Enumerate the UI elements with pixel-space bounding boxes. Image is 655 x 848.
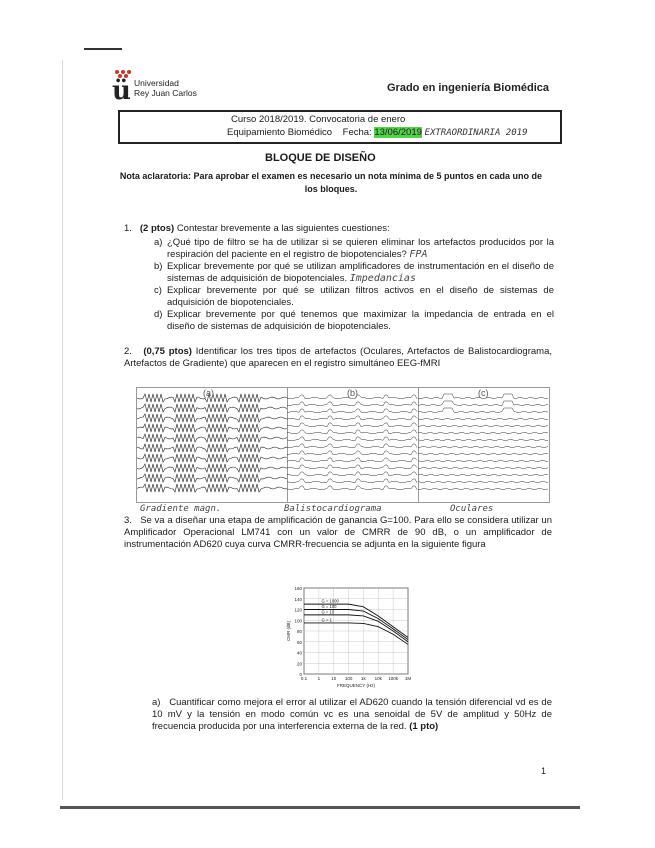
item-letter: b): [154, 261, 163, 272]
x-tick-label: 1k: [361, 676, 366, 681]
panel-a: [137, 388, 288, 502]
eeg-trace: [418, 418, 548, 419]
date-value: 13/06/2019: [374, 127, 422, 138]
x-tick-label: 1: [317, 676, 321, 681]
x-tick-label: 0.1: [300, 676, 308, 681]
handwritten-answer: FPA: [409, 249, 428, 260]
caption-b: Balistocardiograma: [284, 504, 382, 514]
eeg-trace: [137, 484, 287, 492]
eeg-trace: [287, 437, 417, 441]
q3-number: 3.: [124, 515, 132, 526]
block-title: BLOQUE DE DISEÑO: [265, 152, 376, 164]
university-line2: Rey Juan Carlos: [134, 88, 197, 98]
y-tick-label: 20: [296, 661, 302, 667]
x-tick-label: 1M: [404, 676, 412, 681]
q1-item-b: [154, 261, 554, 285]
eeg-trace: [137, 444, 287, 452]
scan-edge-left: [62, 60, 63, 800]
eeg-trace: [418, 488, 548, 489]
q1-item-c: [154, 285, 554, 309]
question-2: [124, 346, 552, 370]
panel-c-label: (c): [478, 388, 489, 398]
y-tick-label: 160: [294, 586, 302, 591]
question-3a: [152, 697, 552, 733]
item-letter: a): [154, 237, 163, 248]
page-number: 1: [541, 766, 547, 776]
panel-b-label: (b): [347, 388, 358, 398]
eeg-trace: [287, 409, 417, 413]
q3a-text: Cuantificar como mejora el error al utilizar el AD620 cuando la tensión diferencial vd es de 10 mV y la tensión en modo común vc es una senoidal de 5V de amplitud y 50Hz de frecuencia producida por una interferencia externa de la red.: [152, 697, 552, 732]
q1-text: Contestar brevemente a las siguientes cuestiones:: [176, 223, 390, 234]
handwritten-note: EXTRAORDINARIA 2019: [424, 128, 528, 138]
eeg-trace: [418, 460, 548, 461]
x-tick-label: 100: [344, 676, 353, 681]
eeg-trace: [287, 486, 417, 490]
x-tick-label: 10k: [374, 676, 382, 681]
y-tick-label: 120: [294, 607, 302, 613]
gradient-artifact-plot: [137, 388, 287, 502]
eeg-trace: [287, 465, 417, 469]
question-3: [124, 515, 552, 551]
question-1: [124, 223, 554, 333]
q1-item-a: [154, 237, 554, 261]
eeg-trace: [418, 425, 548, 426]
course-line: Curso 2018/2019. Convocatoria de enero: [231, 114, 406, 125]
eeg-trace: [287, 402, 417, 406]
q2-number: 2.: [124, 346, 132, 357]
panel-b: [287, 388, 419, 502]
eeg-trace: [287, 479, 417, 483]
y-tick-label: 60: [296, 639, 302, 645]
handwritten-answer: Impedancias: [349, 273, 416, 284]
date-label: Fecha:: [342, 127, 372, 138]
q1-points: (2 ptos): [139, 223, 175, 234]
eeg-trace: [418, 432, 548, 433]
scan-edge-bottom: [60, 806, 580, 809]
eeg-trace: [137, 474, 287, 482]
q2-points: (0,75 ptos): [143, 346, 192, 357]
degree-title: Grado en ingeniería Biomédica: [387, 82, 549, 94]
caption-a: Gradiente magn.: [140, 504, 222, 514]
eeg-trace: [287, 451, 417, 455]
item-text: Explicar brevemente por qué se utilizan amplificadores de instrumentación en el diseño de sistemas de adquisición de biopotenciales.: [167, 261, 554, 284]
balistocardiogram-plot: [287, 388, 418, 502]
eeg-trace: [137, 414, 287, 422]
eeg-trace: [287, 444, 417, 448]
y-tick-label: 140: [294, 596, 302, 602]
eeg-trace: [418, 408, 548, 413]
x-tick-label: 100k: [388, 676, 399, 681]
note-text: Nota aclaratoria: Para aprobar el examen es necesario un nota mínima de 5 puntos en cada uno de los bloques.: [119, 171, 543, 194]
q1-number: 1.: [124, 223, 132, 234]
item-letter: d): [154, 309, 163, 320]
eeg-trace: [418, 474, 548, 475]
eeg-trace: [137, 424, 287, 432]
x-tick-label: 10: [331, 676, 337, 681]
eeg-trace: [137, 434, 287, 442]
x-axis-label: FREQUENCY (Hz): [337, 683, 375, 688]
eeg-artifact-figure: [136, 387, 550, 503]
university-name: [134, 78, 224, 98]
panel-a-label: (a): [203, 388, 214, 398]
item-text: Explicar brevemente por qué se utilizan filtros activos en el diseño de sistemas de adquisición de biopotenciales.: [167, 285, 554, 308]
q3-text: Se va a diseñar una etapa de amplificación de ganancia G=100. Para ello se considera utilizar un Amplificador Operacional LM741 con un valor de CMRR de 90 dB, o un amplificador de instrumentación AD620 cuya curva CMRR-frecuencia se adjunta en la siguiente figura: [124, 515, 552, 550]
logo-u-icon: ü: [112, 76, 131, 106]
scan-edge-top: [84, 48, 122, 50]
exam-info-box: [118, 110, 562, 144]
eeg-trace: [418, 401, 548, 406]
eeg-trace: [418, 467, 548, 468]
eeg-trace: [418, 481, 548, 482]
q1-item-d: [154, 309, 554, 333]
eeg-trace: [418, 453, 548, 454]
university-line1: Universidad: [134, 78, 179, 88]
item-letter: c): [154, 285, 162, 296]
eeg-trace: [418, 446, 548, 447]
eeg-trace: [137, 464, 287, 472]
eeg-trace: [137, 404, 287, 412]
subject-date-line: [227, 127, 527, 138]
eeg-trace: [287, 423, 417, 427]
subject: Equipamiento Biomédico: [227, 127, 333, 138]
eeg-trace: [418, 439, 548, 440]
series-label: G = 10: [321, 609, 335, 615]
eeg-trace: [287, 472, 417, 476]
eeg-trace: [287, 458, 417, 462]
eeg-trace: [137, 454, 287, 462]
q3a-letter: a): [152, 697, 161, 708]
q3a-points: (1 pto): [409, 721, 439, 732]
caption-c: Oculares: [450, 504, 494, 514]
eeg-trace: [287, 430, 417, 434]
y-tick-label: 100: [294, 618, 302, 624]
item-text: ¿Qué tipo de filtro se ha de utilizar si se quieren eliminar los artefactos producidos por la respiración del paciente en el registro de biopotenciales?: [167, 237, 554, 260]
q2-text: Identificar los tres tipos de artefactos (Oculares, Artefactos de Balistocardiograma, Artefactos de Gradiente) que aparecen en el registro simultáneo EEG-fMRI: [124, 346, 553, 369]
eeg-trace: [287, 416, 417, 420]
series-label: G = 1: [321, 617, 332, 623]
panel-c: [418, 388, 549, 502]
series-label: G = 100: [321, 604, 337, 609]
y-axis-label: CMR (dB): [286, 621, 291, 641]
cmrr-frequency-chart: [286, 584, 414, 692]
y-tick-label: 80: [296, 629, 302, 634]
item-text: Explicar brevemente por qué tenemos que maximizar la impedancia de entrada en el diseño de sistemas de adquisición de biopotenciales.: [167, 309, 554, 332]
y-tick-label: 40: [296, 650, 302, 656]
y-tick-label: 0: [299, 672, 302, 677]
series-label: G = 1000: [321, 598, 339, 604]
ocular-artifact-plot: [418, 388, 549, 502]
series-line: [304, 610, 408, 640]
